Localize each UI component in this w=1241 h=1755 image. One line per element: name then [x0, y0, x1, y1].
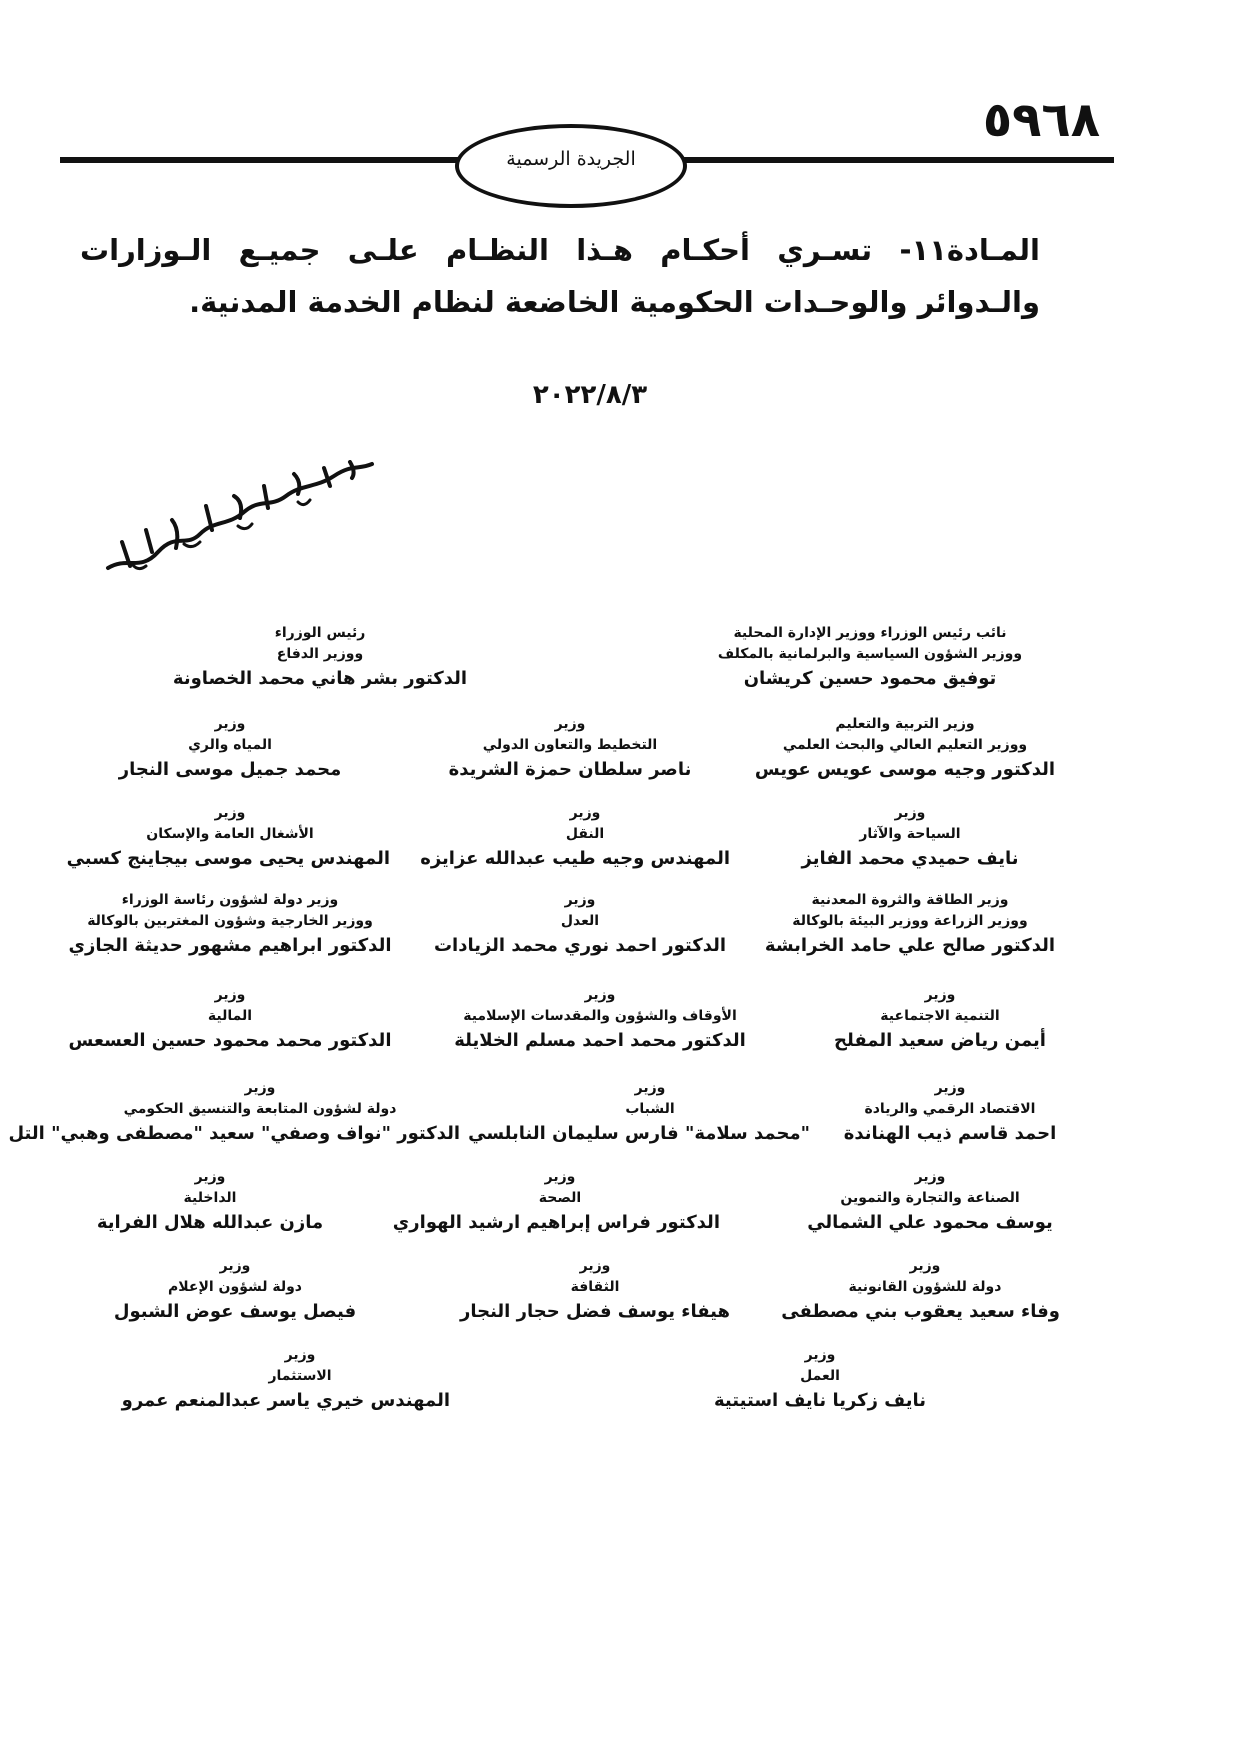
minister-name: "محمد سلامة" فارس سليمان النابلسي	[468, 1123, 810, 1144]
minister-name: الدكتور وجيه موسى عويس عويس	[754, 759, 1056, 780]
minister-title: وزير	[564, 892, 596, 908]
minister-title: التخطيط والتعاون الدولي	[482, 737, 658, 753]
minister-title: السياحة والآثار	[859, 826, 961, 842]
minister-name: الدكتور ابراهيم مشهور حديثة الجازي	[68, 935, 392, 956]
minister-name: أيمن رياض سعيد المفلح	[834, 1030, 1046, 1051]
minister-name: المهندس خيري ياسر عبدالمنعم عمرو	[121, 1390, 450, 1411]
minister-title: وزير	[544, 1169, 576, 1185]
minister-title: وزير	[284, 1347, 316, 1363]
minister-block	[392, 1167, 720, 1237]
minister-block	[700, 1345, 940, 1415]
minister-title: الداخلية	[183, 1190, 237, 1206]
minister-title: وزير	[194, 1169, 226, 1185]
minister-title: النقل	[565, 826, 605, 842]
minister-title: وزير	[894, 805, 926, 821]
minister-title: ووزير الخارجية وشؤون المغتربين بالوكالة	[87, 913, 373, 929]
minister-title: الاستثمار	[268, 1368, 332, 1384]
minister-title: وزير	[914, 1169, 946, 1185]
minister-name: الدكتور فراس إبراهيم ارشيد الهواري	[392, 1212, 720, 1233]
minister-block	[60, 985, 400, 1055]
minister-block	[100, 714, 360, 784]
minister-title: ووزير الشؤون السياسية والبرلمانية بالمكلف	[717, 646, 1023, 662]
minister-block	[840, 1078, 1060, 1148]
minister-block	[780, 803, 1040, 873]
minister-title: وزير	[584, 987, 616, 1003]
minister-title: الأشغال العامة والإسكان	[146, 826, 314, 842]
minister-block	[8, 1078, 460, 1148]
royal-signature	[88, 460, 388, 580]
minister-name: نايف حميدي محمد الفايز	[801, 848, 1019, 869]
minister-title: دولة للشؤون القانونية	[848, 1279, 1002, 1295]
minister-name: احمد قاسم ذيب الهناندة	[843, 1123, 1057, 1144]
minister-title: رئيس الوزراء	[274, 625, 366, 641]
minister-name: الدكتور احمد نوري محمد الزيادات	[433, 935, 727, 956]
minister-title: نائب رئيس الوزراء ووزير الإدارة المحلية	[733, 625, 1007, 641]
minister-title: الشباب	[625, 1101, 675, 1117]
minister-name: الدكتور "نواف وصفي" سعيد "مصطفى وهبي" التل	[8, 1123, 460, 1144]
minister-block	[440, 985, 760, 1055]
minister-name: فيصل يوسف عوض الشبول	[113, 1301, 357, 1322]
minister-title: المالية	[207, 1008, 253, 1024]
minister-title: الأوقاف والشؤون والمقدسات الإسلامية	[463, 1008, 737, 1024]
minister-title: وزير	[214, 987, 246, 1003]
minister-block	[420, 803, 730, 873]
minister-title: وزير	[579, 1258, 611, 1274]
minister-name: محمد جميل موسى النجار	[118, 759, 342, 780]
page-number: ٥٩٦٨	[982, 92, 1100, 148]
minister-block	[800, 1167, 1060, 1237]
minister-block	[820, 985, 1060, 1055]
minister-title: وزير	[909, 1258, 941, 1274]
minister-block	[690, 623, 1050, 693]
minister-title: وزير	[924, 987, 956, 1003]
minister-name: ناصر سلطان حمزة الشريدة	[448, 759, 692, 780]
minister-title: وزير	[934, 1080, 966, 1096]
minister-title: وزير التربية والتعليم	[835, 716, 975, 732]
minister-title: وزير	[554, 716, 586, 732]
minister-block	[750, 714, 1060, 784]
minister-title: ووزير الزراعة ووزير البيئة بالوكالة	[792, 913, 1028, 929]
minister-name: يوسف محمود علي الشمالي	[807, 1212, 1053, 1233]
minister-title: وزير	[634, 1080, 666, 1096]
minister-block	[781, 1256, 1060, 1326]
minister-title: العمل	[800, 1368, 840, 1384]
minister-name: نايف زكريا نايف استيتية	[714, 1390, 926, 1411]
minister-name: الدكتور بشر هاني محمد الخصاونة	[172, 668, 468, 689]
minister-name: المهندس يحيى موسى بيجاينج كسبي	[66, 848, 390, 869]
minister-title: الصحة	[538, 1190, 582, 1206]
minister-title: ووزير التعليم العالي والبحث العلمي	[782, 737, 1028, 753]
minister-title: دولة لشؤون الإعلام	[168, 1279, 302, 1295]
minister-title: دولة لشؤون المتابعة والتنسيق الحكومي	[123, 1101, 397, 1117]
minister-block	[760, 890, 1060, 960]
minister-block	[60, 890, 400, 960]
minister-title: العدل	[560, 913, 600, 929]
minister-title: وزير	[219, 1258, 251, 1274]
minister-title: المياه والري	[188, 737, 272, 753]
gazette-title-oval	[455, 124, 687, 208]
minister-name: هيفاء يوسف فضل حجار النجار	[459, 1301, 731, 1322]
minister-block	[440, 714, 700, 784]
gazette-title: الجريدة الرسمية	[506, 148, 636, 170]
minister-name: الدكتور محمد احمد مسلم الخلايلة	[454, 1030, 746, 1051]
minister-name: وفاء سعيد يعقوب بني مصطفى	[781, 1301, 1060, 1322]
minister-block	[66, 803, 390, 873]
article-text: المـادة١١- تسـري أحكـام هـذا النظـام علـى جميـع الـوزارات والـدوائر والوحـدات الحكومية الخاضعة لنظام الخدمة المدنية.	[80, 233, 1040, 319]
minister-title: الثقافة	[570, 1279, 620, 1295]
minister-title: وزير الطاقة والثروة المعدنية	[811, 892, 1009, 908]
minister-name: الدكتور صالح علي حامد الخرابشة	[764, 935, 1056, 956]
minister-block	[170, 623, 470, 693]
minister-title: وزير	[244, 1080, 276, 1096]
minister-title: التنمية الاجتماعية	[880, 1008, 1000, 1024]
minister-name: المهندس وجيه طيب عبدالله عزايزه	[420, 848, 730, 869]
minister-title: الصناعة والتجارة والتموين	[840, 1190, 1020, 1206]
decree-date: ٢٠٢٢/٨/٣	[532, 380, 648, 410]
minister-name: الدكتور محمد محمود حسين العسعس	[68, 1030, 392, 1051]
minister-block	[450, 1256, 740, 1326]
minister-title: وزير	[214, 805, 246, 821]
minister-title: وزير	[214, 716, 246, 732]
minister-block	[121, 1345, 450, 1415]
minister-block	[100, 1256, 370, 1326]
minister-name: توفيق محمود حسين كريشان	[743, 668, 997, 689]
minister-name: مازن عبدالله هلال الفراية	[96, 1212, 324, 1233]
minister-block	[80, 1167, 340, 1237]
minister-title: ووزير الدفاع	[276, 646, 364, 662]
minister-title: وزير	[804, 1347, 836, 1363]
minister-block	[468, 1078, 810, 1148]
minister-title: وزير دولة لشؤون رئاسة الوزراء	[121, 892, 339, 908]
minister-block	[430, 890, 730, 960]
minister-title: الاقتصاد الرقمي والريادة	[864, 1101, 1036, 1117]
minister-title: وزير	[569, 805, 601, 821]
